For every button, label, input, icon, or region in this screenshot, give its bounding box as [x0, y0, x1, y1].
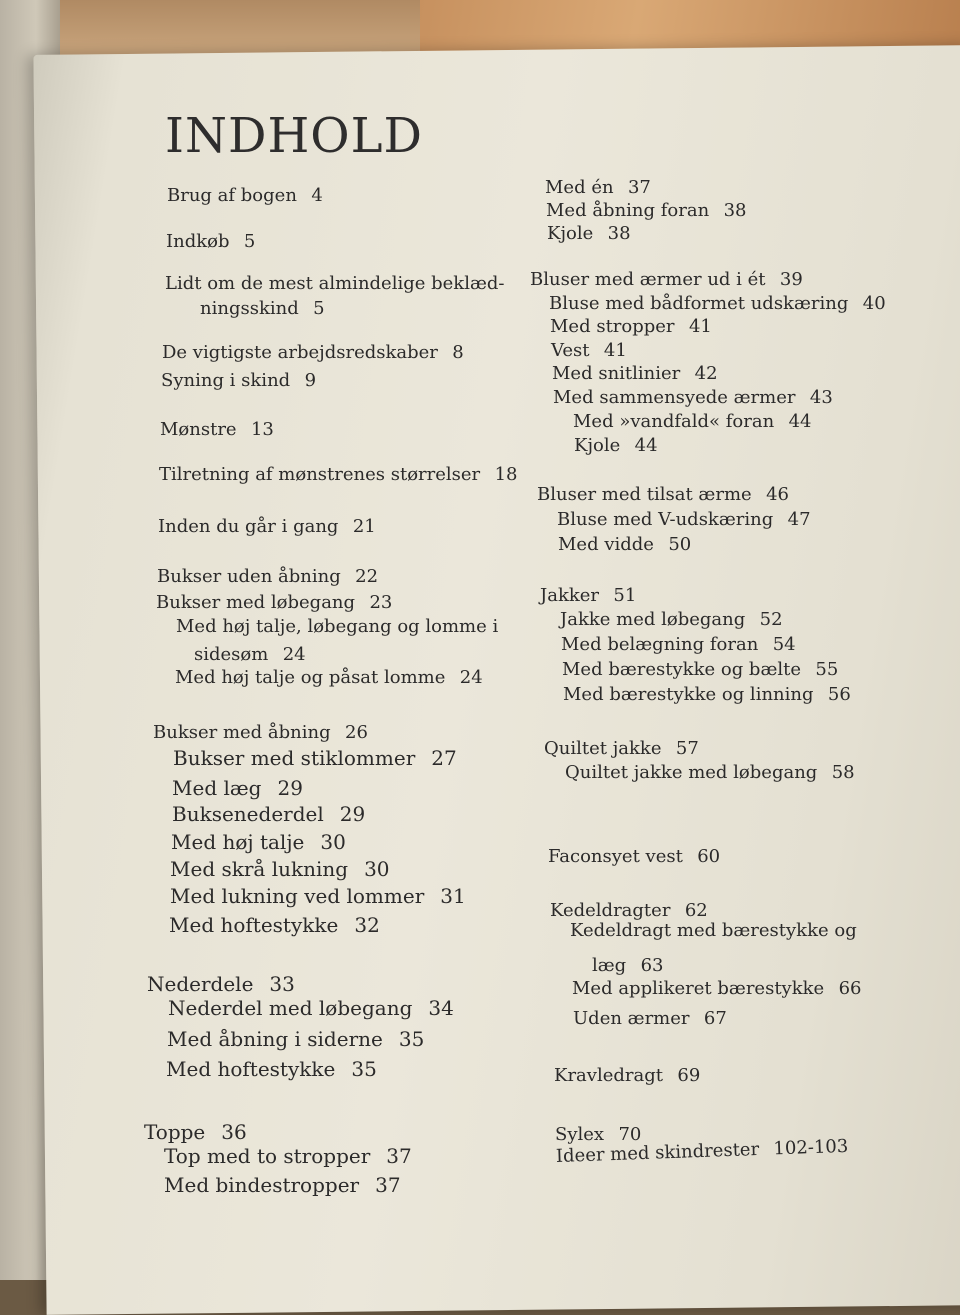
toc-entry: Vest 41 [551, 340, 627, 361]
page-title: INDHOLD [165, 108, 424, 164]
toc-entry: Lidt om de mest almindelige beklæd- [165, 273, 505, 294]
toc-entry: Nederdel med løbegang 34 [168, 996, 454, 1020]
toc-entry: Med læg 29 [172, 776, 303, 800]
toc-entry: Bluser med ærmer ud i ét 39 [530, 269, 803, 290]
toc-entry: Quiltet jakke med løbegang 58 [565, 762, 855, 783]
toc-entry: Med bindestropper 37 [164, 1173, 401, 1197]
toc-entry: Bukser med åbning 26 [153, 722, 368, 743]
toc-entry: Buksenederdel 29 [172, 802, 366, 826]
toc-entry: Med sammensyede ærmer 43 [553, 387, 833, 408]
toc-entry: Bluse med V-udskæring 47 [557, 509, 811, 530]
toc-entry: Toppe 36 [144, 1120, 247, 1144]
toc-entry: Bukser uden åbning 22 [157, 566, 379, 587]
toc-entry: Kedeldragt med bærestykke og [570, 920, 857, 941]
toc-entry: Jakke med løbegang 52 [560, 609, 783, 630]
toc-entry: Med skrå lukning 30 [170, 857, 390, 881]
toc-entry: Med bærestykke og bælte 55 [562, 659, 839, 680]
toc-entry: Med hoftestykke 32 [169, 913, 380, 937]
toc-entry: Med »vandfald« foran 44 [573, 411, 812, 432]
toc-entry: Kjole 38 [547, 223, 631, 244]
toc-entry: Med applikeret bærestykke 66 [572, 978, 862, 999]
toc-entry: Med bærestykke og linning 56 [563, 684, 851, 705]
toc-entry: Jakker 51 [540, 585, 637, 606]
toc-entry: Med belægning foran 54 [561, 634, 796, 655]
toc-entry: Med åbning i siderne 35 [167, 1027, 425, 1051]
toc-entry: Med én 37 [545, 177, 651, 198]
toc-entry: Sylex 70 [555, 1124, 642, 1145]
toc-entry: Med stropper 41 [550, 316, 712, 337]
toc-entry: Uden ærmer 67 [573, 1008, 727, 1029]
toc-entry: De vigtigste arbejdsredskaber 8 [162, 342, 464, 363]
toc-entry: Faconsyet vest 60 [548, 846, 721, 867]
toc-entry: Med snitlinier 42 [552, 363, 718, 384]
toc-entry: Med vidde 50 [558, 534, 692, 555]
toc-entry: ningsskind 5 [200, 298, 325, 319]
toc-entry: læg 63 [592, 955, 664, 976]
toc-entry: Bukser med løbegang 23 [156, 592, 393, 613]
toc-entry: sidesøm 24 [194, 644, 306, 665]
toc-entry: Kravledragt 69 [554, 1065, 701, 1086]
toc-entry: Syning i skind 9 [161, 370, 317, 391]
toc-entry: Kedeldragter 62 [550, 900, 708, 921]
toc-entry: Top med to stropper 37 [164, 1144, 412, 1168]
toc-entry: Med høj talje 30 [171, 830, 346, 854]
toc-entry: Med lukning ved lommer 31 [170, 884, 466, 908]
toc-entry: Tilretning af mønstrenes størrelser 18 [159, 464, 518, 485]
toc-entry: Quiltet jakke 57 [544, 738, 699, 759]
toc-entry: Mønstre 13 [160, 419, 274, 440]
toc-entry: Med hoftestykke 35 [166, 1057, 377, 1081]
toc-entry: Bukser med stiklommer 27 [173, 746, 457, 770]
toc-entry: Med åbning foran 38 [546, 200, 747, 221]
toc-entry: Med høj talje, løbegang og lomme i [176, 616, 499, 637]
toc-entry: Indkøb 5 [166, 231, 256, 252]
toc-entry: Ideer med skindrester 102-103 [555, 1135, 849, 1167]
toc-entry: Bluser med tilsat ærme 46 [537, 484, 789, 505]
toc-entry: Inden du går i gang 21 [158, 516, 376, 537]
toc-entry: Kjole 44 [574, 435, 658, 456]
toc-entry: Nederdele 33 [147, 972, 295, 996]
toc-entry: Brug af bogen 4 [167, 185, 323, 206]
toc-entry: Med høj talje og påsat lomme 24 [175, 667, 483, 688]
toc-entry: Bluse med bådformet udskæring 40 [549, 293, 886, 314]
